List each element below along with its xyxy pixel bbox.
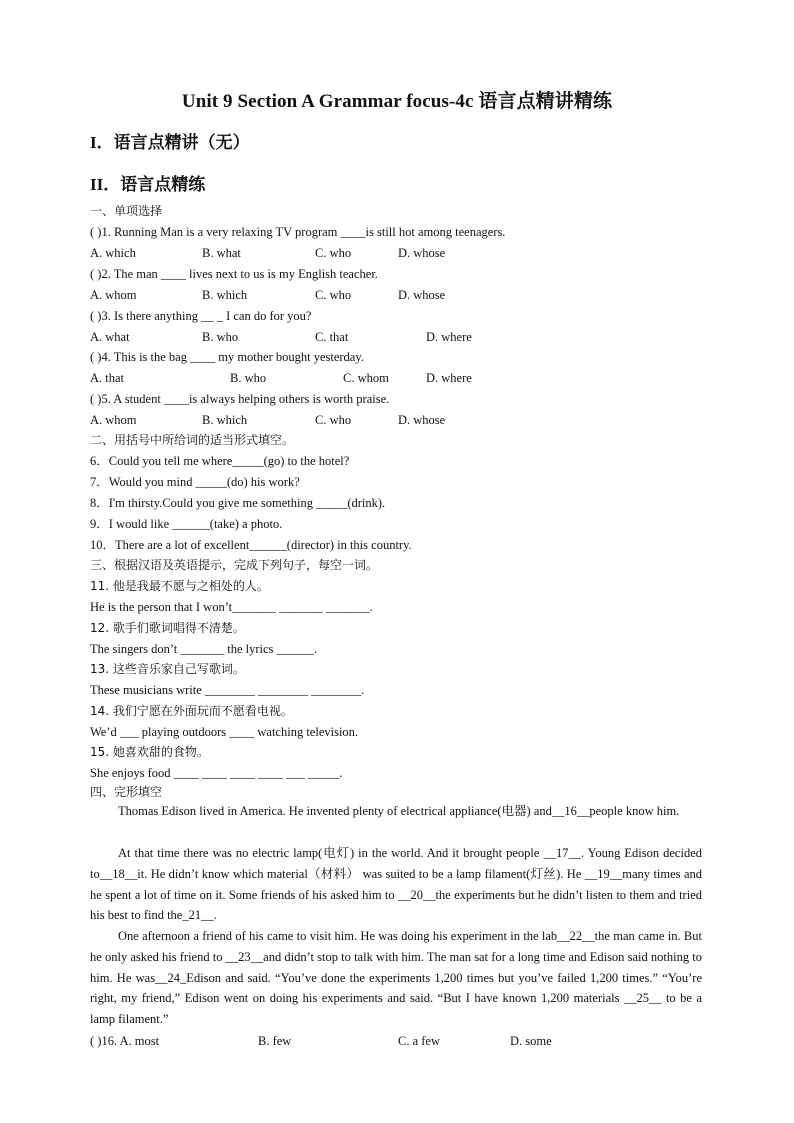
question-1-option-a: A. which	[90, 246, 136, 260]
question-1-option-c: C. who	[315, 246, 352, 260]
part-2-heading: II．语言点精练	[90, 175, 206, 194]
section-3-heading: 三、根据汉语及英语提示，完成下列句子，每空一词。	[90, 558, 379, 572]
translate-11-chinese: 11. 他是我最不愿与之相处的人。	[90, 579, 269, 593]
fill-item-7: 7．Would you mind _____(do) his work?	[90, 475, 300, 489]
question-1-stem: ( )1. Running Man is a very relaxing TV program ____is still hot among teenagers.	[90, 225, 506, 239]
translate-11-english: He is the person that I won’t_______ _______ _______.	[90, 600, 373, 614]
question-16-stem: ( )16. A. most	[90, 1034, 160, 1048]
question-3-stem: ( )3. Is there anything __ _ I can do for you?	[90, 309, 312, 323]
question-1-option-b: B. what	[202, 246, 241, 260]
cloze-paragraph-3-text: One afternoon a friend of his came to visit him. He was doing his experiment in the lab__22__the man came in. But he only asked his friend to __23__and didn’t stop to talk with him. The man sat for a long time and Edison said nothing to him. He was__24_Edison and said. “You’ve done the experiments 1,200 times but you’ve failed 1,200 times.” “You’re right, my friend,” Edison went on doing his experiments and said. “But I have known 1,200 materials __25__ to be a lamp filament.”	[90, 929, 702, 1027]
question-16-option-c: C. a few	[398, 1034, 440, 1048]
translate-14-english: We’d ___ playing outdoors ____ watching television.	[90, 725, 359, 739]
translate-15-english: She enjoys food ____ ____ ____ ____ ___ _____.	[90, 766, 343, 780]
fill-item-6: 6．Could you tell me where_____(go) to the hotel?	[90, 454, 350, 468]
question-2-option-d: D. whose	[398, 288, 446, 302]
fill-item-9: 9．I would like ______(take) a photo.	[90, 517, 283, 531]
question-4-option-b: B. who	[230, 371, 267, 385]
cloze-paragraph-3	[90, 926, 702, 1030]
fill-item-10: 10．There are a lot of excellent______(director) in this country.	[90, 538, 412, 552]
translate-12-chinese: 12. 歌手们歌词唱得不清楚。	[90, 621, 245, 635]
part-1-heading: I．语言点精讲（无）	[90, 133, 250, 152]
translate-14-chinese: 14. 我们宁愿在外面玩而不愿看电视。	[90, 704, 293, 718]
question-4-stem: ( )4. This is the bag ____ my mother bought yesterday.	[90, 350, 364, 364]
section-4-heading: 四、完形填空	[90, 785, 163, 799]
question-5-option-d: D. whose	[398, 413, 446, 427]
question-16-option-d: D. some	[510, 1034, 552, 1048]
cloze-paragraph-2-text: At that time there was no electric lamp(电灯) in the world. And it brought people __17__. Young Edison decided to__18__it. He didn’t know which material（材料） was suited to be a lamp filament(灯丝). He __19__many times and he spent a lot of time on it. Some friends of his asked him to __20__the experiments but he didn’t listen to them and tried his best to find the_21__.	[90, 846, 702, 923]
question-3-option-a: A. what	[90, 330, 130, 344]
translate-13-chinese: 13. 这些音乐家自己写歌词。	[90, 662, 245, 676]
question-5-stem: ( )5. A student ____is always helping others is worth praise.	[90, 392, 390, 406]
question-2-option-c: C. who	[315, 288, 352, 302]
question-4-option-c: C. whom	[343, 371, 389, 385]
section-1-heading: 一、单项选择	[90, 204, 163, 218]
question-5-option-c: C. who	[315, 413, 352, 427]
question-16-option-b: B. few	[258, 1034, 292, 1048]
translate-13-english: These musicians write ________ ________ ________.	[90, 683, 365, 697]
page-title: Unit 9 Section A Grammar focus-4c 语言点精讲精练	[181, 91, 613, 112]
fill-item-8: 8．I'm thirsty.Could you give me something _____(drink).	[90, 496, 386, 510]
question-4-option-d: D. where	[426, 371, 472, 385]
question-5-option-a: A. whom	[90, 413, 137, 427]
translate-15-chinese: 15. 她喜欢甜的食物。	[90, 745, 209, 759]
cloze-paragraph-1-text: Thomas Edison lived in America. He invented plenty of electrical appliance(电器) and__16__people know him.	[118, 804, 680, 818]
section-2-heading: 二、用括号中所给词的适当形式填空。	[90, 433, 295, 447]
question-3-option-c: C. that	[315, 330, 349, 344]
question-2-option-b: B. which	[202, 288, 248, 302]
question-2-stem: ( )2. The man ____ lives next to us is my English teacher.	[90, 267, 378, 281]
question-5-option-b: B. which	[202, 413, 248, 427]
question-3-option-b: B. who	[202, 330, 239, 344]
question-2-option-a: A. whom	[90, 288, 137, 302]
question-1-option-d: D. whose	[398, 246, 446, 260]
translate-12-english: The singers don’t _______ the lyrics ______.	[90, 642, 318, 656]
cloze-paragraph-2	[90, 843, 702, 926]
question-3-option-d: D. where	[426, 330, 472, 344]
cloze-paragraph-1	[90, 801, 702, 822]
question-4-option-a: A. that	[90, 371, 125, 385]
